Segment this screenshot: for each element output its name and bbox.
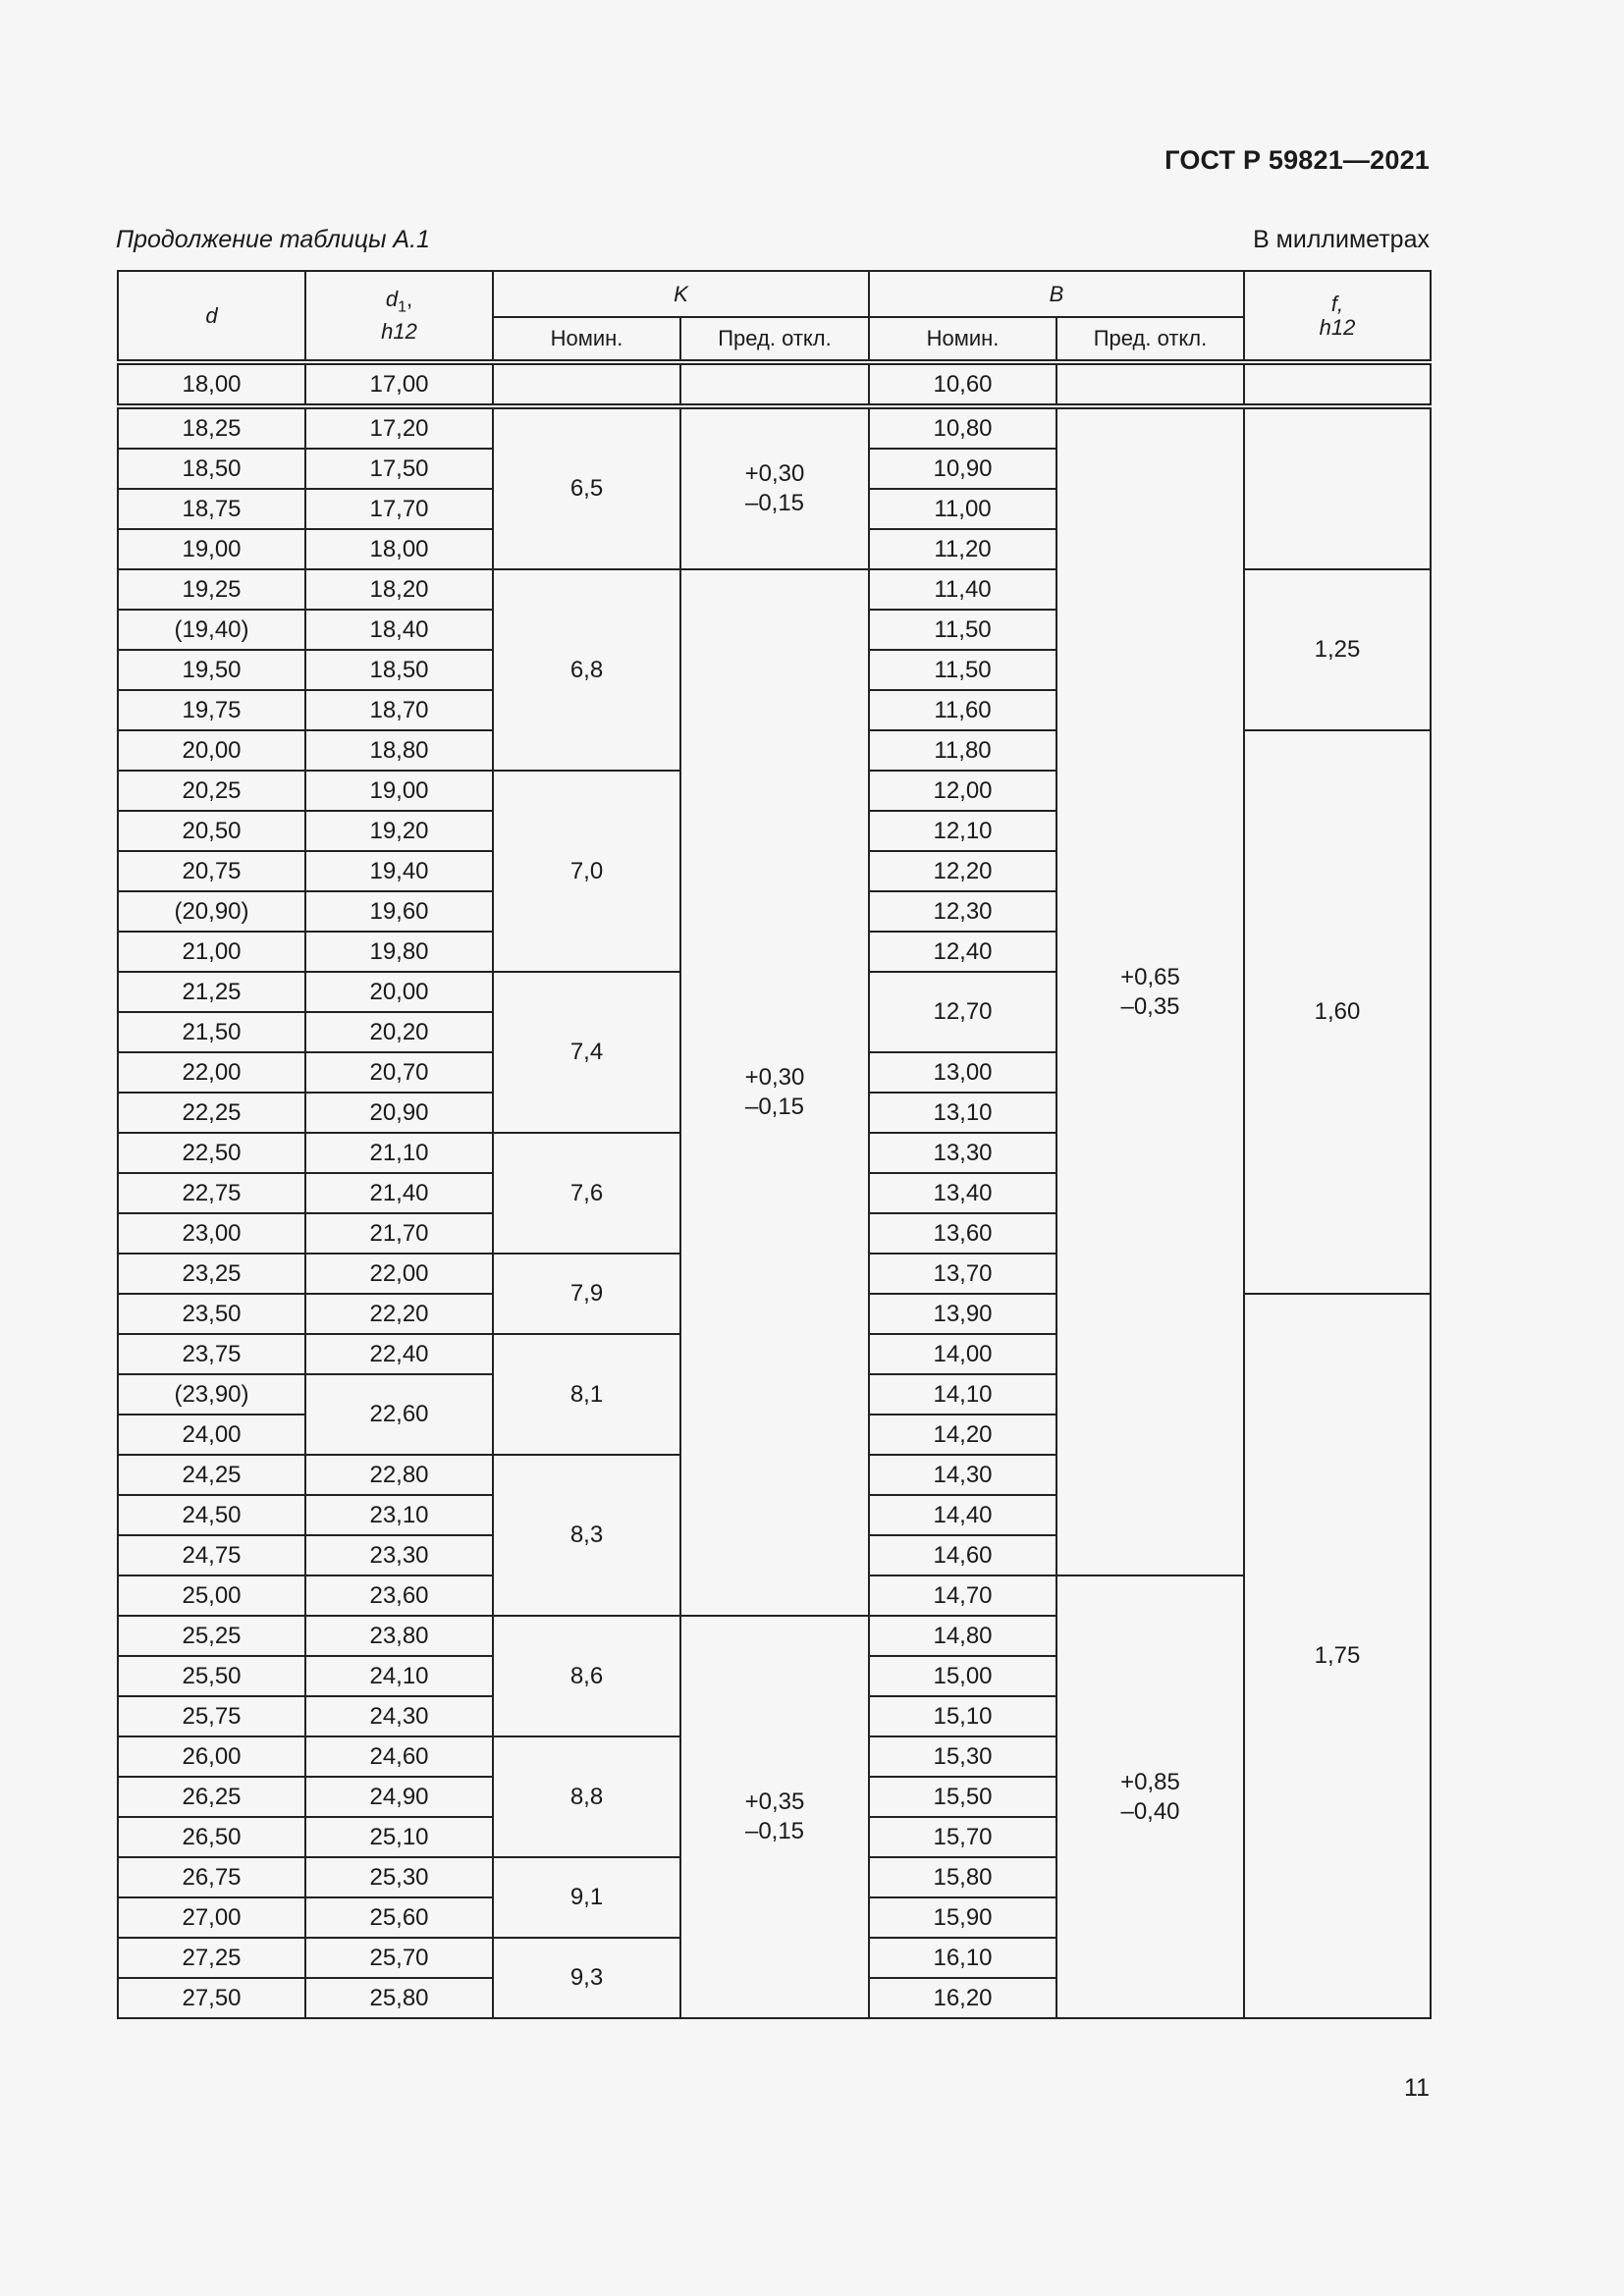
cell-d1: 23,30 [305, 1535, 493, 1575]
cell-d: (19,40) [118, 610, 305, 650]
cell-d: 26,25 [118, 1777, 305, 1817]
cell-d1: 23,10 [305, 1495, 493, 1535]
cell-f: 1,75 [1244, 1294, 1431, 2018]
cell-d1: 22,00 [305, 1254, 493, 1294]
cell-k-nominal: 7,9 [493, 1254, 680, 1334]
cell-d1: 20,20 [305, 1012, 493, 1052]
cell-d1: 18,20 [305, 569, 493, 610]
table-caption: Продолжение таблицы А.1 [116, 226, 430, 253]
cell-d1: 22,60 [305, 1374, 493, 1455]
cell-d: 22,25 [118, 1093, 305, 1133]
cell-k-nominal-empty [493, 364, 680, 404]
cell-b-nominal: 11,40 [869, 569, 1056, 610]
cell-d1: 17,50 [305, 449, 493, 489]
cell-d: 20,25 [118, 771, 305, 811]
cell-d1: 17,70 [305, 489, 493, 529]
cell-b-nominal: 12,20 [869, 851, 1056, 891]
cell-d: 20,75 [118, 851, 305, 891]
cell-b-tolerance-empty [1056, 364, 1244, 404]
cell-f: 1,60 [1244, 730, 1431, 1294]
cell-b-nominal: 14,10 [869, 1374, 1056, 1415]
col-header-b: B [869, 271, 1244, 317]
cell-d1: 19,80 [305, 932, 493, 972]
cell-d1: 21,70 [305, 1213, 493, 1254]
table-row [118, 364, 1431, 404]
cell-d: 24,50 [118, 1495, 305, 1535]
cell-d1: 18,80 [305, 730, 493, 771]
cell-k-nominal: 9,3 [493, 1938, 680, 2018]
cell-d1: 18,50 [305, 650, 493, 690]
cell-b-tolerance: +0,85 –0,40 [1056, 1575, 1244, 2018]
cell-d1: 22,80 [305, 1455, 493, 1495]
cell-b-nominal: 10,60 [869, 364, 1056, 404]
col-header-b-tolerance: Пред. откл. [1056, 317, 1244, 360]
cell-b-nominal: 11,20 [869, 529, 1056, 569]
cell-d: 19,50 [118, 650, 305, 690]
cell-k-nominal: 6,5 [493, 408, 680, 569]
cell-b-nominal: 15,10 [869, 1696, 1056, 1736]
cell-k-tolerance: +0,35 –0,15 [680, 1616, 869, 2018]
col-header-k-tolerance: Пред. откл. [680, 317, 869, 360]
cell-d: 23,50 [118, 1294, 305, 1334]
cell-b-nominal: 14,30 [869, 1455, 1056, 1495]
cell-d1: 21,40 [305, 1173, 493, 1213]
cell-d1: 22,20 [305, 1294, 493, 1334]
cell-b-nominal: 14,20 [869, 1415, 1056, 1455]
cell-d1: 19,00 [305, 771, 493, 811]
cell-f-empty [1244, 408, 1431, 569]
cell-d: 21,50 [118, 1012, 305, 1052]
cell-k-tolerance: +0,30 –0,15 [680, 569, 869, 1616]
cell-b-nominal: 15,30 [869, 1736, 1056, 1777]
cell-k-nominal: 8,6 [493, 1616, 680, 1736]
cell-b-nominal: 16,10 [869, 1938, 1056, 1978]
cell-f-empty [1244, 364, 1431, 404]
cell-d1: 23,60 [305, 1575, 493, 1616]
cell-b-nominal: 10,80 [869, 408, 1056, 449]
cell-d: 23,75 [118, 1334, 305, 1374]
cell-d: 26,75 [118, 1857, 305, 1897]
cell-b-nominal: 14,60 [869, 1535, 1056, 1575]
cell-b-nominal: 15,00 [869, 1656, 1056, 1696]
cell-b-nominal: 10,90 [869, 449, 1056, 489]
cell-b-nominal: 14,70 [869, 1575, 1056, 1616]
cell-d1: 19,40 [305, 851, 493, 891]
col-header-d1: $d_1$, h12 [305, 271, 493, 360]
cell-k-nominal: 9,1 [493, 1857, 680, 1938]
cell-d: 27,00 [118, 1897, 305, 1938]
cell-b-nominal: 15,80 [869, 1857, 1056, 1897]
cell-d: (20,90) [118, 891, 305, 932]
cell-d: 19,00 [118, 529, 305, 569]
cell-d1: 22,40 [305, 1334, 493, 1374]
col-header-k-nominal: Номин. [493, 317, 680, 360]
cell-d1: 24,30 [305, 1696, 493, 1736]
cell-b-nominal: 11,60 [869, 690, 1056, 730]
cell-d: 20,00 [118, 730, 305, 771]
cell-d1: 20,00 [305, 972, 493, 1012]
cell-b-nominal: 12,40 [869, 932, 1056, 972]
cell-d: 25,00 [118, 1575, 305, 1616]
cell-d: 26,00 [118, 1736, 305, 1777]
page-number: 11 [1404, 2074, 1430, 2102]
cell-d1: 25,30 [305, 1857, 493, 1897]
cell-b-nominal: 11,50 [869, 650, 1056, 690]
cell-d: 20,50 [118, 811, 305, 851]
cell-k-tolerance: +0,30 –0,15 [680, 408, 869, 569]
cell-k-nominal: 7,6 [493, 1133, 680, 1254]
cell-d1: 19,60 [305, 891, 493, 932]
cell-d: 21,00 [118, 932, 305, 972]
col-header-d: d [118, 271, 305, 360]
cell-d1: 17,20 [305, 408, 493, 449]
cell-b-nominal: 13,30 [869, 1133, 1056, 1173]
cell-b-tolerance: +0,65 –0,35 [1056, 408, 1244, 1575]
cell-b-nominal: 13,70 [869, 1254, 1056, 1294]
cell-d: 18,00 [118, 364, 305, 404]
cell-d1: 24,10 [305, 1656, 493, 1696]
cell-d: 27,50 [118, 1978, 305, 2018]
cell-d: 18,25 [118, 408, 305, 449]
cell-d: 26,50 [118, 1817, 305, 1857]
cell-b-nominal: 11,80 [869, 730, 1056, 771]
cell-d1: 21,10 [305, 1133, 493, 1173]
cell-k-nominal: 6,8 [493, 569, 680, 771]
cell-b-nominal: 13,40 [869, 1173, 1056, 1213]
cell-b-nominal: 13,60 [869, 1213, 1056, 1254]
units-note: В миллиметрах [1253, 226, 1430, 253]
cell-d: 22,50 [118, 1133, 305, 1173]
cell-d1: 18,70 [305, 690, 493, 730]
cell-b-nominal: 12,70 [869, 972, 1056, 1052]
cell-d: 23,25 [118, 1254, 305, 1294]
table-row [118, 408, 1431, 449]
cell-k-nominal: 7,0 [493, 771, 680, 972]
cell-k-nominal: 8,3 [493, 1455, 680, 1616]
cell-d1: 20,70 [305, 1052, 493, 1093]
cell-k-nominal: 8,8 [493, 1736, 680, 1857]
cell-b-nominal: 13,00 [869, 1052, 1056, 1093]
dimensions-table [117, 270, 1432, 2019]
cell-b-nominal: 13,10 [869, 1093, 1056, 1133]
cell-d1: 25,60 [305, 1897, 493, 1938]
cell-b-nominal: 11,00 [869, 489, 1056, 529]
cell-d: 18,75 [118, 489, 305, 529]
cell-d: 25,25 [118, 1616, 305, 1656]
cell-d: 19,25 [118, 569, 305, 610]
cell-b-nominal: 16,20 [869, 1978, 1056, 2018]
document-code: ГОСТ Р 59821—2021 [1164, 145, 1430, 175]
cell-k-tolerance-empty [680, 364, 869, 404]
cell-b-nominal: 14,40 [869, 1495, 1056, 1535]
cell-k-nominal: 7,4 [493, 972, 680, 1133]
cell-d: 19,75 [118, 690, 305, 730]
cell-d: 25,50 [118, 1656, 305, 1696]
cell-d: 22,00 [118, 1052, 305, 1093]
cell-b-nominal: 12,00 [869, 771, 1056, 811]
cell-b-nominal: 11,50 [869, 610, 1056, 650]
cell-d1: 23,80 [305, 1616, 493, 1656]
col-header-f: f, h12 [1244, 271, 1431, 360]
cell-d1: 25,80 [305, 1978, 493, 2018]
cell-b-nominal: 14,80 [869, 1616, 1056, 1656]
cell-d1: 18,40 [305, 610, 493, 650]
cell-d1: 24,90 [305, 1777, 493, 1817]
cell-d1: 25,70 [305, 1938, 493, 1978]
cell-d: 22,75 [118, 1173, 305, 1213]
col-header-b-nominal: Номин. [869, 317, 1056, 360]
cell-b-nominal: 15,50 [869, 1777, 1056, 1817]
cell-f: 1,25 [1244, 569, 1431, 730]
cell-d: 27,25 [118, 1938, 305, 1978]
col-header-k: K [493, 271, 869, 317]
cell-d: 21,25 [118, 972, 305, 1012]
cell-d: 23,00 [118, 1213, 305, 1254]
cell-b-nominal: 15,70 [869, 1817, 1056, 1857]
cell-d1: 25,10 [305, 1817, 493, 1857]
cell-d: 24,00 [118, 1415, 305, 1455]
cell-b-nominal: 15,90 [869, 1897, 1056, 1938]
cell-b-nominal: 13,90 [869, 1294, 1056, 1334]
cell-d: 25,75 [118, 1696, 305, 1736]
cell-d1: 17,00 [305, 364, 493, 404]
cell-b-nominal: 12,30 [869, 891, 1056, 932]
cell-d1: 19,20 [305, 811, 493, 851]
cell-d: 24,25 [118, 1455, 305, 1495]
cell-d: (23,90) [118, 1374, 305, 1415]
cell-k-nominal: 8,1 [493, 1334, 680, 1455]
cell-b-nominal: 14,00 [869, 1334, 1056, 1374]
cell-d1: 24,60 [305, 1736, 493, 1777]
cell-d: 24,75 [118, 1535, 305, 1575]
cell-d1: 20,90 [305, 1093, 493, 1133]
cell-d1: 18,00 [305, 529, 493, 569]
cell-d: 18,50 [118, 449, 305, 489]
cell-b-nominal: 12,10 [869, 811, 1056, 851]
